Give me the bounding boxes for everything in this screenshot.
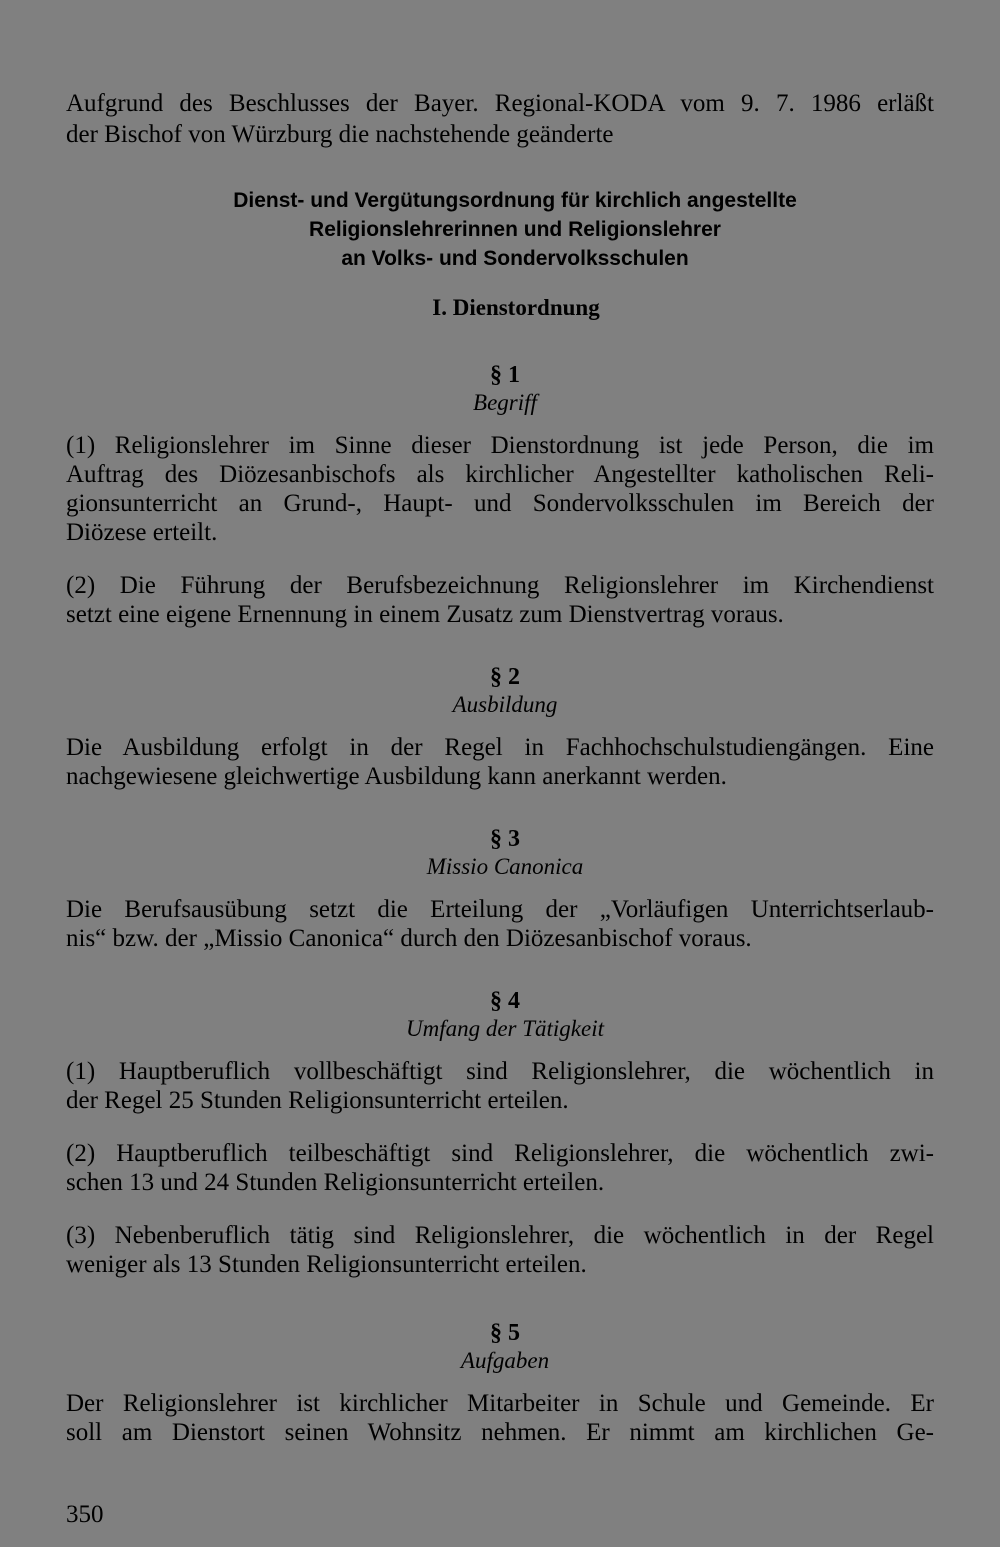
intro-line: Aufgrund des Beschlusses der Bayer. Regional-KODA vom 9. 7. 1986 erläßt [66,90,934,117]
page-number: 350 [66,1501,104,1528]
text-line: soll am Dienstort seinen Wohnsitz nehmen. Er nimmt am kirchlichen Ge- [66,1419,934,1446]
text-line: nis“ bzw. der „Missio Canonica“ durch den Diözesanbischof voraus. [66,925,752,952]
text-line: (2) Hauptberuflich teilbeschäftigt sind Religionslehrer, die wöchentlich zwi- [66,1140,934,1167]
text-line: Die Ausbildung erfolgt in der Regel in Fachhochschulstudiengängen. Eine [66,734,934,761]
text-line: Auftrag des Diözesanbischofs als kirchlicher Angestellter katholischen Reli- [66,461,934,488]
section-number: § 4 [490,988,520,1014]
paragraph [66,571,934,629]
text-line: (2) Die Führung der Berufsbezeichnung Religionslehrer im Kirchendienst [66,572,934,599]
title-line: an Volks- und Sondervolksschulen [341,247,689,270]
paragraph [66,1389,934,1447]
section-title: Missio Canonica [426,854,584,879]
text-line: der Regel 25 Stunden Religionsunterricht erteilen. [66,1087,569,1114]
paragraph [66,1057,934,1115]
paragraph [66,1139,934,1197]
section-number: § 3 [490,826,520,852]
text-line: setzt eine eigene Ernennung in einem Zusatz zum Dienstvertrag voraus. [66,601,784,628]
paragraph [66,733,934,791]
text-line: gionsunterricht an Grund-, Haupt- und Sondervolksschulen im Bereich der [66,490,934,517]
section-number: § 5 [490,1320,520,1346]
section-heading [66,1319,934,1375]
title-line: Dienst- und Vergütungsordnung für kirchlich angestellte [233,189,797,212]
title-line: Religionslehrerinnen und Religionslehrer [309,218,721,241]
text-line: (1) Religionslehrer im Sinne dieser Dienstordnung ist jede Person, die im [66,432,934,459]
section-number: § 2 [490,664,520,690]
document-page [66,88,934,1447]
document-title [66,186,934,273]
text-line: (3) Nebenberuflich tätig sind Religionslehrer, die wöchentlich in der Regel [66,1222,934,1249]
paragraph [66,895,934,953]
intro-paragraph [66,88,934,150]
text-line: Die Berufsausübung setzt die Erteilung der „Vorläufigen Unterrichtserlaub- [66,896,934,923]
paragraph [66,431,934,547]
section-title: Ausbildung [452,692,558,717]
text-line: Diözese erteilt. [66,519,218,546]
intro-line: der Bischof von Würzburg die nachstehende geänderte [66,121,614,148]
section-heading [66,663,934,719]
section-heading [66,361,934,417]
text-line: Der Religionslehrer ist kirchlicher Mitarbeiter in Schule und Gemeinde. Er [66,1390,934,1417]
text-line: weniger als 13 Stunden Religionsunterricht erteilen. [66,1251,587,1278]
text-line: schen 13 und 24 Stunden Religionsunterricht erteilen. [66,1169,605,1196]
section-title: Begriff [473,390,537,415]
section-title: Umfang der Tätigkeit [405,1016,605,1041]
section-heading [66,825,934,881]
section-heading [66,987,934,1043]
text-line: (1) Hauptberuflich vollbeschäftigt sind Religionslehrer, die wöchentlich in [66,1058,934,1085]
part-heading: I. Dienstordnung [432,295,600,320]
paragraph [66,1221,934,1279]
text-line: nachgewiesene gleichwertige Ausbildung kann anerkannt werden. [66,763,727,790]
section-title: Aufgaben [460,1348,550,1373]
section-number: § 1 [490,362,520,388]
